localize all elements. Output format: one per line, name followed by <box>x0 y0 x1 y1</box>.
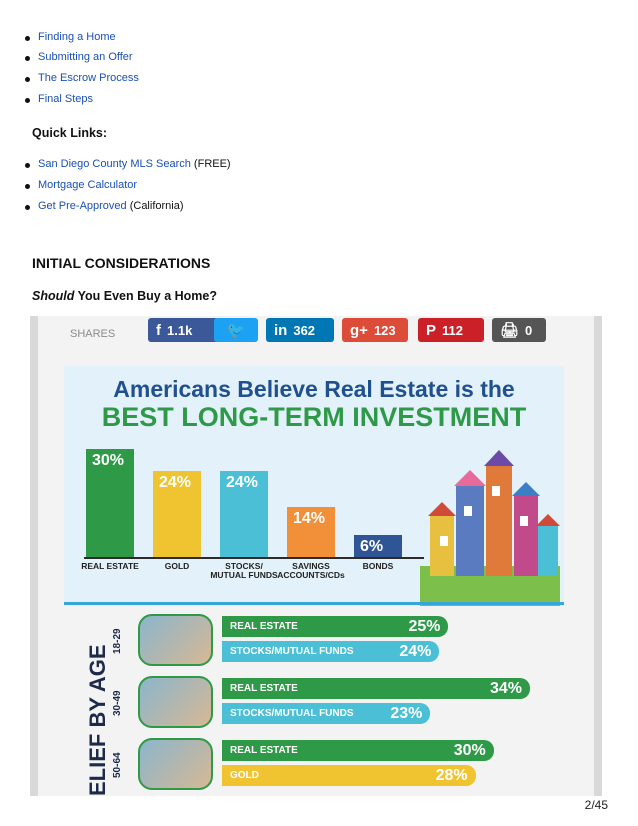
bar-category-label: REAL ESTATE <box>81 561 139 571</box>
bar-3: 24% <box>220 471 268 557</box>
bar-1: 30% <box>86 449 134 557</box>
pinterest-share-button[interactable] <box>418 318 484 342</box>
nav-link-submitting-an-offer[interactable]: Submitting an Offer <box>38 51 133 63</box>
nav-link-final-steps[interactable]: Final Steps <box>38 93 94 105</box>
age-bar-value: 30% <box>453 741 486 759</box>
quick-links-heading: Quick Links: <box>32 126 108 140</box>
age-bar-value: 34% <box>489 679 522 697</box>
printer-icon: 🖨 <box>500 322 520 339</box>
bar-category-label: GOLD <box>164 561 190 571</box>
chart-banner <box>64 366 564 606</box>
nav-item[interactable] <box>38 51 133 63</box>
couple-photo <box>138 614 213 666</box>
age-bar <box>222 765 476 786</box>
twitter-icon: 🐦 <box>226 322 246 339</box>
share-count: 362 <box>293 322 316 338</box>
couple-photo <box>138 738 213 790</box>
age-range-label: 18-29 <box>112 628 123 654</box>
facebook-icon: f <box>156 321 161 339</box>
city-houses-illustration <box>420 446 560 606</box>
nav-item[interactable] <box>38 31 116 43</box>
bar-category-label: STOCKS/ MUTUAL FUNDS <box>210 561 278 580</box>
mls-search-link[interactable]: San Diego County MLS Search <box>38 158 191 170</box>
nav-item[interactable] <box>38 72 139 84</box>
age-bar-label: STOCKS/MUTUAL FUNDS <box>230 708 354 719</box>
linkedin-icon: in <box>274 321 288 339</box>
bar-2: 24% <box>153 471 201 557</box>
age-bar <box>222 616 448 637</box>
age-bar-label: STOCKS/MUTUAL FUNDS <box>230 646 354 657</box>
quick-link-item <box>38 179 137 191</box>
subheading-emphasis: Should <box>32 289 75 303</box>
quick-link-item <box>38 200 184 212</box>
torn-edge-left <box>30 316 38 796</box>
torn-edge-right <box>594 316 602 796</box>
age-bar-value: 25% <box>408 617 441 635</box>
quick-link-suffix: (California) <box>126 200 184 212</box>
quick-link-suffix: (FREE) <box>190 158 231 170</box>
nav-item[interactable] <box>38 93 93 105</box>
quick-link-item <box>38 158 231 170</box>
age-bar-value: 24% <box>399 642 432 660</box>
mortgage-calculator-link[interactable]: Mortgage Calculator <box>38 179 138 191</box>
bar-category-label: SAVINGS ACCOUNTS/CDs <box>277 561 345 580</box>
age-bar-label: REAL ESTATE <box>230 683 298 694</box>
section-divider <box>64 602 564 605</box>
age-bar <box>222 678 530 699</box>
twitter-share-button[interactable] <box>214 318 258 342</box>
age-range-label: 30-49 <box>112 690 123 716</box>
googleplus-share-button[interactable] <box>342 318 408 342</box>
age-bar <box>222 703 430 724</box>
nav-link-escrow-process[interactable]: The Escrow Process <box>38 72 139 84</box>
pre-approved-link[interactable]: Get Pre-Approved <box>38 200 127 212</box>
google-plus-icon: g+ <box>350 321 368 339</box>
age-bar <box>222 740 494 761</box>
bar-category-label: BONDS <box>362 561 394 571</box>
nav-link-finding-a-home[interactable]: Finding a Home <box>38 31 116 43</box>
bar-5: 6% <box>354 535 402 557</box>
share-count: 1.1k <box>167 322 193 338</box>
age-bar-label: REAL ESTATE <box>230 745 298 756</box>
belief-by-age-label: ELIEF BY AGE <box>85 644 110 796</box>
infographic-title-line1: Americans Believe Real Estate is the <box>113 376 515 402</box>
share-count: 112 <box>442 322 463 338</box>
age-bar <box>222 641 439 662</box>
pinterest-icon: P <box>426 321 437 339</box>
couple-photo <box>138 676 213 728</box>
share-count: 0 <box>525 322 533 338</box>
age-bar-value: 23% <box>390 704 423 722</box>
chart-baseline <box>84 557 424 559</box>
print-share-button[interactable] <box>492 318 546 342</box>
investment-infographic <box>30 316 602 796</box>
bar-4: 14% <box>287 507 335 557</box>
linkedin-share-button[interactable] <box>266 318 334 342</box>
age-bar-label: GOLD <box>230 770 259 781</box>
share-count: 123 <box>373 322 396 338</box>
age-range-label: 50-64 <box>112 752 123 778</box>
infographic-title-line2: BEST LONG-TERM INVESTMENT <box>101 402 527 432</box>
section-subheading <box>32 289 217 303</box>
shares-label: SHARES <box>70 328 116 340</box>
subheading-rest: You Even Buy a Home? <box>74 289 217 303</box>
section-heading: INITIAL CONSIDERATIONS <box>32 255 211 271</box>
age-bar-value: 28% <box>435 766 468 784</box>
page-number: 2/45 <box>584 798 608 812</box>
age-bar-label: REAL ESTATE <box>230 621 298 632</box>
